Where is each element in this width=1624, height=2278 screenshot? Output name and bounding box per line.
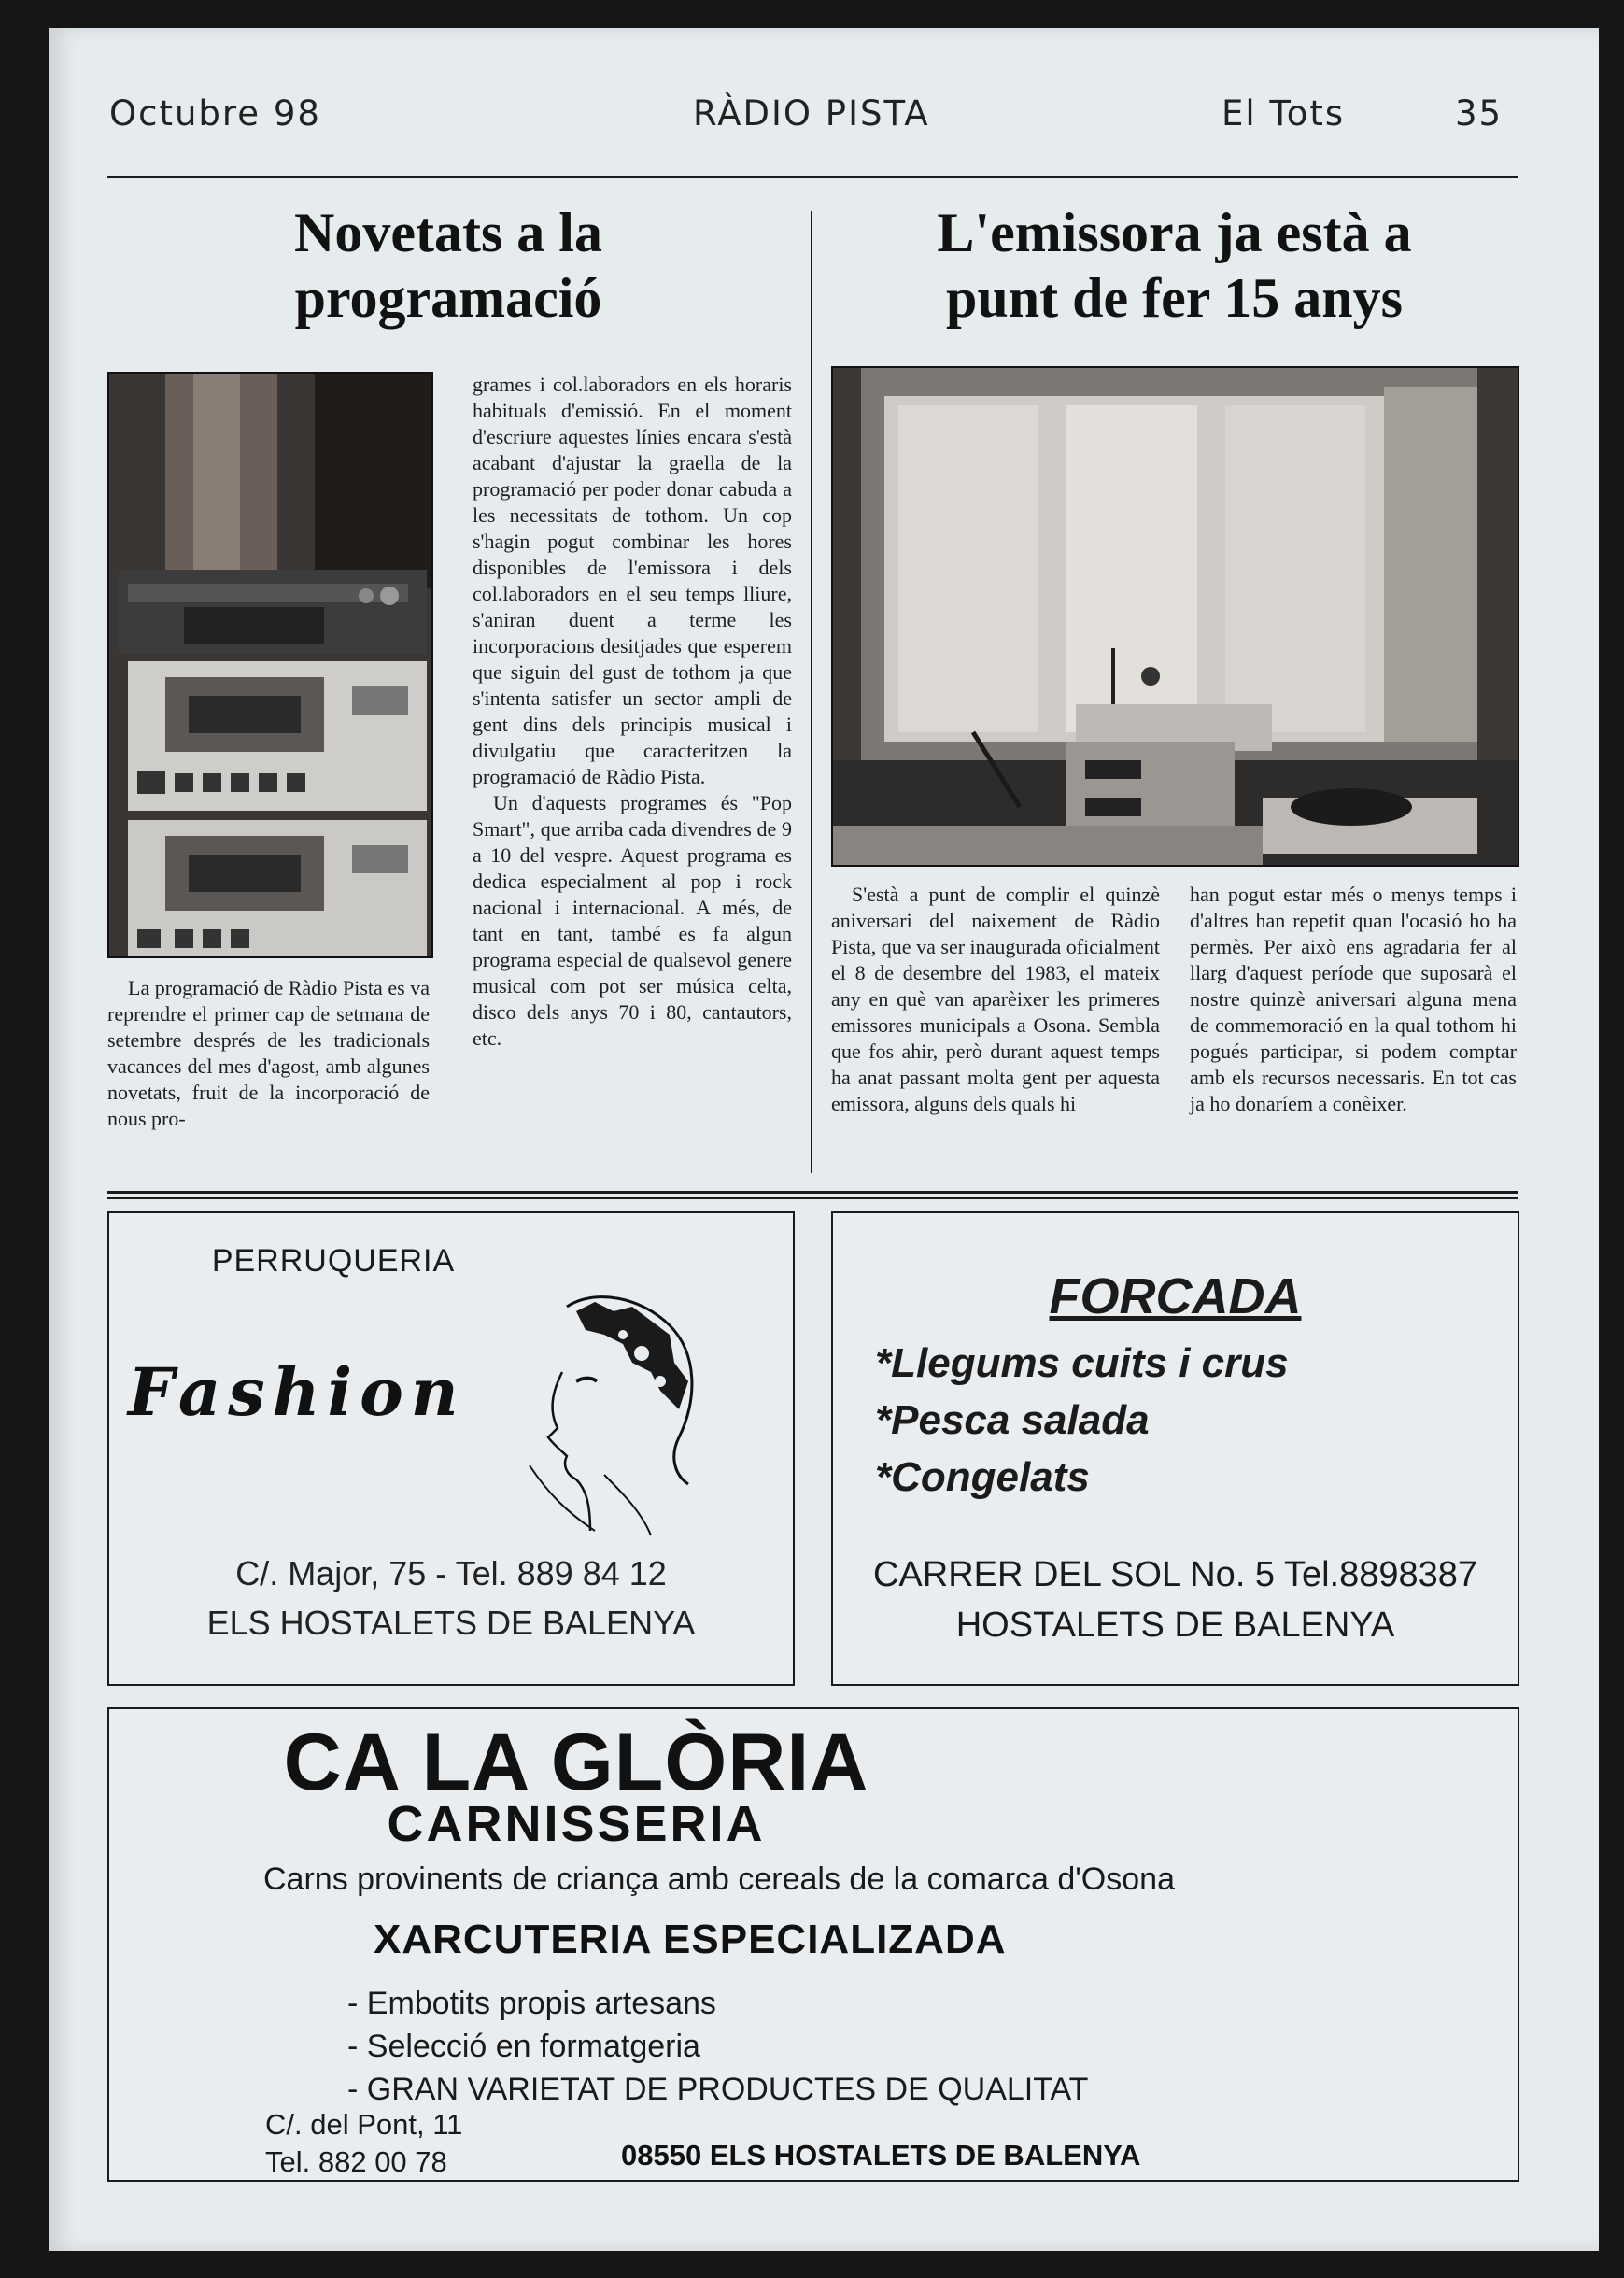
ad-gloria-phone: Tel. 882 00 78: [265, 2145, 447, 2178]
right-article-col2: han pogut estar més o menys temps i d'altres han repetit quan l'ocasió ho ha permès. Per això ens agradaria fer al llarg d'aquest període que suposarà el nostre quinzè aniversari alguna mena de commemoració en la qual tothom hi pogués participar, si podem comptar amb els recursos necessaris. En tot cas ja ho donaríem a conèixer.: [1190, 883, 1517, 1115]
ad-gloria-subtitle: CARNISSERIA: [387, 1796, 766, 1852]
header-section: El Tots: [1222, 93, 1346, 134]
ad-gloria-item: - GRAN VARIETAT DE PRODUCTES DE QUALITAT: [347, 2072, 1089, 2107]
ad-forcada-item: *Llegums cuits i crus: [875, 1340, 1289, 1386]
ad-ca-la-gloria: [107, 1707, 1519, 2182]
left-title-line1: Novetats a la: [294, 202, 602, 263]
woman-profile-logo: [511, 1288, 735, 1540]
ads-rule-bottom: [107, 1197, 1518, 1199]
ad-perruqueria-fashion: [107, 1211, 795, 1686]
ad-forcada-name: FORCADA: [1049, 1268, 1302, 1324]
ad-forcada-town: HOSTALETS DE BALENYA: [955, 1606, 1395, 1645]
ad-fashion-address: C/. Major, 75 - Tel. 889 84 12: [235, 1554, 667, 1592]
ad-gloria-contact: [265, 2106, 462, 2181]
ad-gloria-name: CA LA GLÒRIA: [283, 1718, 869, 1807]
left-article-title: [107, 200, 789, 331]
ad-gloria-heading2: XARCUTERIA ESPECIALIZADA: [374, 1917, 1007, 1962]
header-rule: [107, 176, 1518, 178]
ad-gloria-item: - Selecció en formatgeria: [347, 2029, 700, 2064]
ad-fashion-label: PERRUQUERIA: [211, 1243, 456, 1279]
ad-gloria-street: C/. del Pont, 11: [265, 2108, 463, 2141]
ad-forcada-items: [875, 1335, 1289, 1506]
ad-forcada-item: *Congelats: [875, 1454, 1090, 1500]
hifi-equipment-photo: [107, 372, 433, 958]
radio-studio-photo: [831, 366, 1519, 867]
ad-fashion-brand: Fashion: [128, 1353, 466, 1431]
ad-gloria-tagline: Carns provinents de criança amb cereals de la comarca d'Osona: [263, 1861, 1175, 1897]
ad-gloria-items: [347, 1982, 1088, 2111]
right-title-line1: L'emissora ja està a: [937, 202, 1412, 263]
ad-gloria-town: 08550 ELS HOSTALETS DE BALENYA: [621, 2139, 1141, 2172]
header-page-number: 35: [1455, 93, 1504, 134]
radio-studio-illustration: [833, 368, 1518, 865]
right-article-title: [831, 200, 1518, 331]
ad-forcada-address: CARRER DEL SOL No. 5 Tel.8898387: [872, 1555, 1478, 1594]
ads-rule-top: [107, 1191, 1518, 1194]
right-title-line2: punt de fer 15 anys: [946, 267, 1403, 329]
hifi-equipment-illustration: [109, 374, 431, 956]
ad-forcada: [831, 1211, 1519, 1686]
ad-gloria-item: - Embotits propis artesans: [347, 1986, 716, 2021]
column-divider: [811, 211, 812, 1173]
header-date: Octubre 98: [109, 93, 321, 134]
header-publication: RÀDIO PISTA: [693, 93, 930, 134]
right-article-col1: S'està a punt de complir el quinzè aniversari del naixement de Ràdio Pista, que va ser inaugurada oficialment el 8 de desembre del 1983, el mateix any en què van aparèixer les primeres emissores municipals a Osona. Sembla que fos ahir, però durant aquest temps ha anat passant molta gent per aquesta emissora, alguns dels quals hi: [831, 883, 1160, 1115]
left-title-line2: programació: [294, 267, 602, 329]
ad-fashion-town: ELS HOSTALETS DE BALENYA: [206, 1604, 696, 1642]
left-article-col2: grames i col.laboradors en els horaris habituals d'emissió. En el moment d'escriure aquestes línies encara s'està acabant d'ajustar la graella de la programació per poder donar cabuda a les necessitats de tothom. Un cop s'hagin pogut combinar les hores disponibles de l'emissora i dels col.laboradors en el seu temps lliure, s'aniran duent a terme les incorporacions desitjades que esperem que siguin del gust de tothom ja que s'intenta satisfer un sector ampli de gent dins dels principis musical i divulgatiu que caracteritzen la programació de Ràdio Pista. Un d'aquests programes és "Pop Smart", que arriba cada divendres de 9 a 10 del vespre. Aquest programa es dedica especialment al pop i rock nacional i internacional. A més, de tant en tant, també es fa algun programa especial de qualsevol genere musical com pot ser música celta, disco dels anys 70 i 80, cantautors, etc.: [473, 373, 792, 1050]
left-article-col1: La programació de Ràdio Pista es va reprendre el primer cap de setmana de setembre després de les tradicionals vacances del mes d'agost, amb algunes novetats, fruit de la incorporació de nous pro-: [107, 976, 430, 1130]
ad-forcada-item: *Pesca salada: [875, 1397, 1150, 1443]
